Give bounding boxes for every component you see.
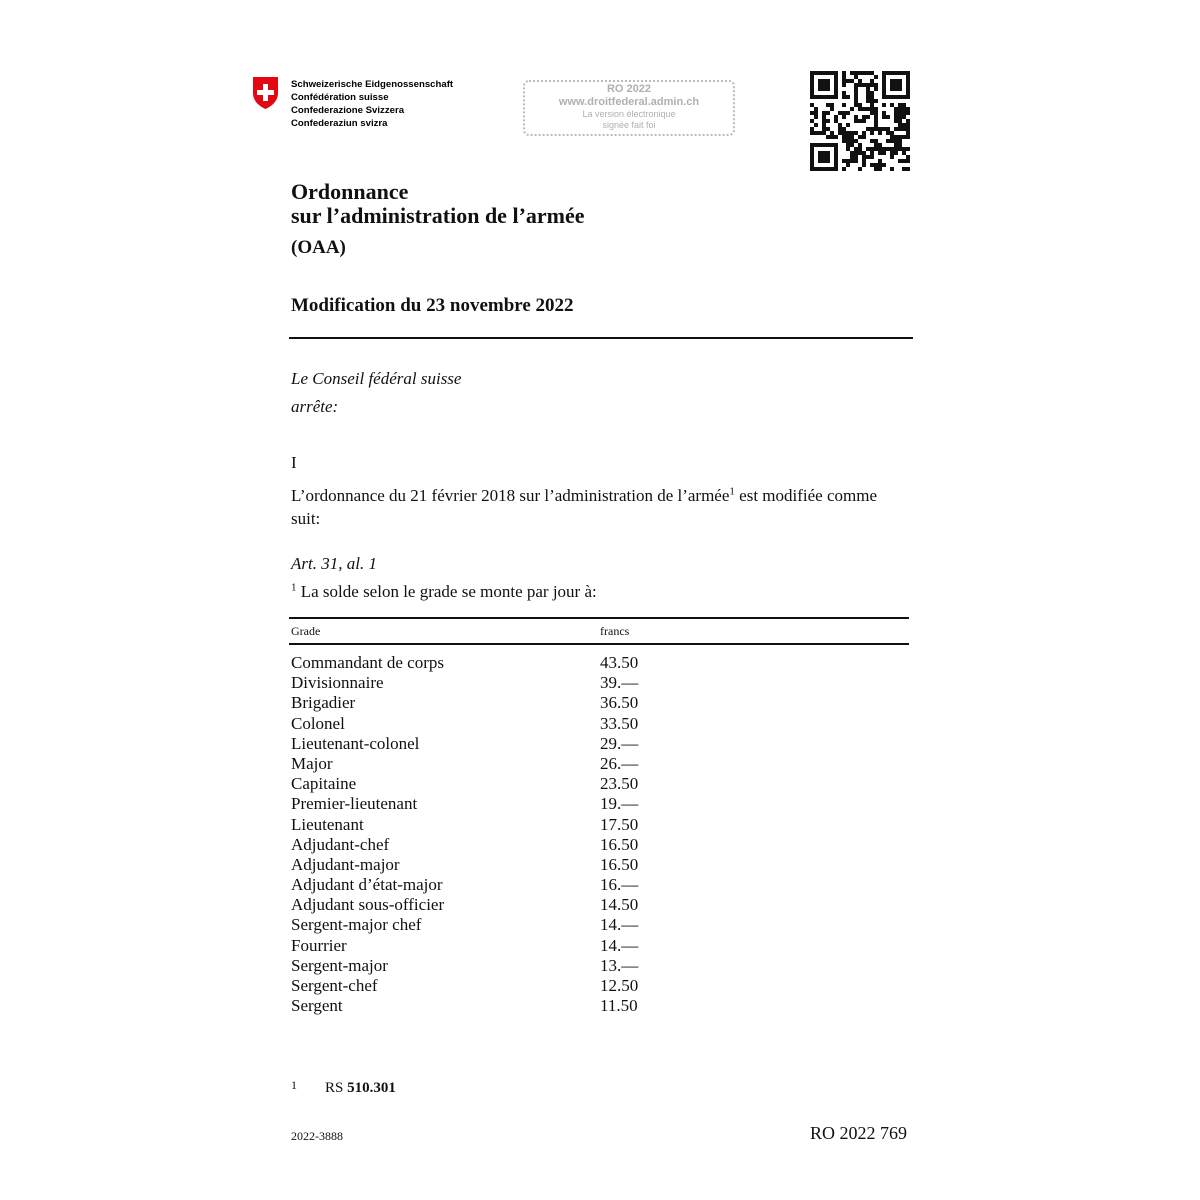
- grade-cell: Adjudant-major: [291, 854, 400, 874]
- francs-cell: 19.—: [600, 794, 639, 814]
- electronic-signature-stamp: [523, 80, 735, 136]
- grade-cell: Premier-lieutenant: [291, 794, 418, 814]
- official-collection-reference: RO 2022 769: [810, 1123, 908, 1143]
- table-row: [291, 714, 691, 734]
- table-row: [291, 754, 691, 774]
- intro-paragraph: [291, 484, 916, 530]
- grade-cell: Brigadier: [291, 693, 356, 713]
- francs-cell: 33.50: [600, 713, 639, 733]
- grade-cell: Adjudant sous-officier: [291, 895, 445, 915]
- grade-cell: Adjudant d’état-major: [291, 875, 443, 895]
- paragraph-number: 1: [291, 581, 297, 594]
- table-row: [291, 794, 691, 814]
- table-row: [291, 875, 691, 895]
- preamble-authority: Le Conseil fédéral suisse: [291, 369, 462, 388]
- grade-cell: Capitaine: [291, 774, 357, 794]
- footnote-text: [325, 1078, 396, 1098]
- grade-cell: Major: [291, 753, 333, 773]
- modification-date: Modification du 23 novembre 2022: [291, 295, 574, 316]
- grade-cell: Divisionnaire: [291, 673, 384, 693]
- francs-cell: 16.50: [600, 834, 639, 854]
- table-top-rule: [289, 617, 909, 619]
- paragraph-text: La solde selon le grade se monte par jour à:: [296, 582, 597, 601]
- table-row: [291, 895, 691, 915]
- stamp-note-1: La version électronique: [582, 109, 676, 119]
- francs-cell: 39.—: [600, 673, 639, 693]
- francs-cell: 16.50: [600, 854, 639, 874]
- footnote-number: 1: [291, 1078, 297, 1092]
- francs-cell: 43.50: [600, 653, 639, 672]
- document-title: [291, 180, 585, 228]
- stamp-url: www.droitfederal.admin.ch: [558, 96, 700, 108]
- table-row: [291, 936, 691, 956]
- francs-cell: 12.50: [600, 976, 639, 995]
- francs-cell: 13.—: [600, 955, 639, 975]
- grade-cell: Fourrier: [291, 935, 347, 955]
- grade-cell: Sergent-chef: [291, 976, 378, 995]
- intro-text-2: est modifiée comme: [734, 486, 877, 505]
- grade-cell: Sergent-major chef: [291, 915, 422, 935]
- table-row: [291, 734, 691, 754]
- confederation-line-it: Confederazione Svizzera: [291, 105, 405, 116]
- grade-cell: Lieutenant: [291, 814, 364, 834]
- table-row: [291, 855, 691, 875]
- title-line-1: Ordonnance: [291, 179, 409, 204]
- confederation-line-de: Schweizerische Eidgenossenschaft: [291, 79, 454, 90]
- intro-text-1: L’ordonnance du 21 février 2018 sur l’administration de l’armée: [291, 486, 730, 505]
- title-line-2: sur l’administration de l’armée: [291, 203, 585, 228]
- table-row: [291, 815, 691, 835]
- grade-cell: Sergent: [291, 996, 343, 1016]
- confederation-names: [291, 78, 453, 130]
- francs-cell: 16.—: [600, 875, 639, 895]
- confederation-line-rm: Confederaziun svizra: [291, 118, 388, 129]
- table-row: [291, 915, 691, 935]
- table-row: [291, 996, 691, 1016]
- francs-cell: 14.50: [600, 895, 639, 915]
- francs-cell: 14.—: [600, 915, 639, 935]
- title-divider: [289, 337, 913, 339]
- table-row: [291, 976, 691, 996]
- francs-cell: 36.50: [600, 693, 639, 713]
- qr-code-icon: [810, 71, 910, 171]
- stamp-note-2: signée fait foi: [602, 120, 656, 130]
- grade-cell: Colonel: [291, 713, 345, 733]
- article-heading: Art. 31, al. 1: [291, 554, 377, 573]
- stamp-collection: RO 2022: [606, 83, 652, 95]
- table-header-grade: Grade: [291, 624, 321, 638]
- grade-cell: Adjudant-chef: [291, 834, 390, 854]
- swiss-cross-icon: [251, 76, 280, 110]
- footnote-reference-number: 510.301: [347, 1080, 396, 1096]
- document-abbreviation: (OAA): [291, 237, 346, 258]
- francs-cell: 29.—: [600, 733, 639, 753]
- grade-cell: Sergent-major: [291, 955, 388, 975]
- intro-text-3: suit:: [291, 509, 321, 528]
- document-number: 2022-3888: [291, 1129, 343, 1143]
- table-row: [291, 835, 691, 855]
- paragraph-1: [291, 580, 597, 603]
- table-row: [291, 673, 691, 693]
- footnote-reference[interactable]: 1: [729, 485, 735, 498]
- francs-cell: 26.—: [600, 753, 639, 773]
- table-row: [291, 653, 691, 673]
- table-header-francs: francs: [600, 624, 630, 638]
- table-row: [291, 774, 691, 794]
- pay-table: [291, 653, 691, 1016]
- table-row: [291, 956, 691, 976]
- francs-cell: 11.50: [600, 996, 638, 1016]
- grade-cell: Lieutenant-colonel: [291, 733, 420, 753]
- section-number: I: [291, 453, 297, 472]
- francs-cell: 14.—: [600, 935, 639, 955]
- grade-cell: Commandant de corps: [291, 653, 444, 672]
- table-row: [291, 693, 691, 713]
- footnote-prefix: RS: [325, 1080, 348, 1096]
- francs-cell: 23.50: [600, 774, 639, 794]
- francs-cell: 17.50: [600, 814, 639, 834]
- confederation-line-fr: Confédération suisse: [291, 92, 389, 103]
- preamble-decree: arrête:: [291, 397, 339, 416]
- table-header-rule: [289, 643, 909, 645]
